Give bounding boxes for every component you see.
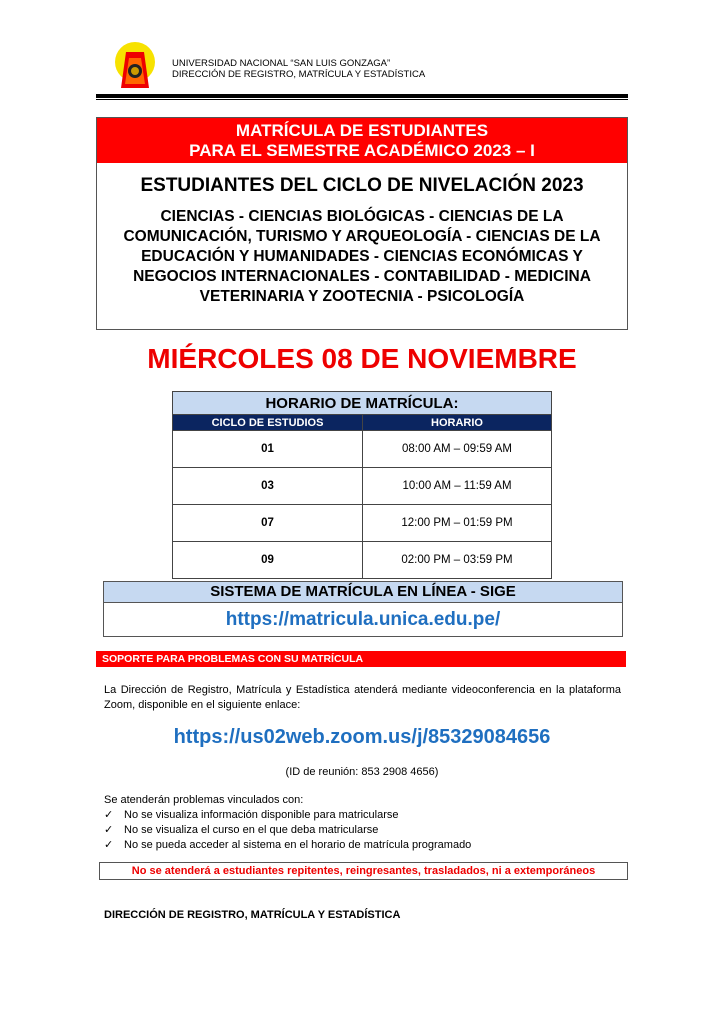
table-row: [173, 431, 552, 468]
header-rule-thin: [96, 99, 628, 100]
zoom-link[interactable]: https://us02web.zoom.us/j/85329084656: [173, 726, 551, 748]
footer-signature: DIRECCIÓN DE REGISTRO, MATRÍCULA Y ESTADÍSTICA: [104, 909, 401, 921]
cycle-cell: 01: [173, 431, 363, 468]
col-header-cycle: CICLO DE ESTUDIOS: [173, 415, 363, 431]
list-item: [104, 838, 471, 853]
department-name: DIRECCIÓN DE REGISTRO, MATRÍCULA Y ESTADÍSTICA: [172, 69, 426, 80]
table-row: [173, 505, 552, 542]
time-cell: 10:00 AM – 11:59 AM: [363, 468, 552, 505]
sige-box: [103, 581, 623, 637]
title-box: [96, 117, 628, 330]
meeting-id: (ID de reunión: 853 2908 4656): [285, 766, 439, 778]
university-name: UNIVERSIDAD NACIONAL “SAN LUIS GONZAGA”: [172, 58, 391, 69]
col-header-time: HORARIO: [363, 415, 552, 431]
subtitle: ESTUDIANTES DEL CICLO DE NIVELACIÓN 2023: [140, 175, 584, 196]
programs-list: CIENCIAS - CIENCIAS BIOLÓGICAS - CIENCIAS DE LA COMUNICACIÓN, TURISMO Y ARQUEOLOGÍA - CIENCIAS DE LA EDUCACIÓN Y HUMANIDADES - CIENCIAS ECONÓMICAS Y NEGOCIOS INTERNACIONALES - CONTABILIDAD - MEDICINA VETERINARIA Y ZOOTECNIA - PSICOLOGÍA: [123, 208, 601, 305]
list-item-text: No se pueda acceder al sistema en el horario de matrícula programado: [124, 839, 472, 851]
schedule-table: [172, 391, 552, 579]
table-row: [173, 468, 552, 505]
check-icon: ✓: [104, 809, 114, 821]
check-icon: ✓: [104, 824, 114, 836]
list-intro: Se atenderán problemas vinculados con:: [104, 794, 304, 806]
cycle-cell: 09: [173, 542, 363, 579]
header-rule: [96, 94, 628, 98]
table-row: [173, 542, 552, 579]
check-icon: ✓: [104, 839, 114, 851]
cycle-cell: 07: [173, 505, 363, 542]
support-heading: SOPORTE PARA PROBLEMAS CON SU MATRÍCULA: [96, 651, 626, 667]
schedule-title: HORARIO DE MATRÍCULA:: [173, 392, 552, 415]
title-banner: [97, 118, 627, 163]
banner-line1: MATRÍCULA DE ESTUDIANTES: [235, 121, 489, 140]
time-cell: 12:00 PM – 01:59 PM: [363, 505, 552, 542]
list-item-text: No se visualiza información disponible para matricularse: [124, 809, 399, 821]
institution-header: [172, 58, 425, 80]
list-item: [104, 808, 471, 823]
university-logo: [113, 42, 157, 90]
banner-line2: PARA EL SEMESTRE ACADÉMICO 2023 – I: [189, 141, 535, 160]
issues-list: [104, 793, 471, 853]
list-item: [104, 823, 471, 838]
warning-notice: No se atenderá a estudiantes repitentes, reingresantes, trasladados, ni a extemporáneos: [99, 862, 628, 880]
time-cell: 02:00 PM – 03:59 PM: [363, 542, 552, 579]
enrollment-date: MIÉRCOLES 08 DE NOVIEMBRE: [147, 343, 577, 374]
sige-title: SISTEMA DE MATRÍCULA EN LÍNEA - SIGE: [104, 582, 622, 603]
support-text: La Dirección de Registro, Matrícula y Estadística atenderá mediante videoconferencia en la plataforma Zoom, disponible en el siguiente enlace:: [104, 684, 621, 711]
list-item-text: No se visualiza el curso en el que deba matricularse: [124, 824, 379, 836]
cycle-cell: 03: [173, 468, 363, 505]
time-cell: 08:00 AM – 09:59 AM: [363, 431, 552, 468]
sige-link[interactable]: https://matricula.unica.edu.pe/: [225, 609, 501, 630]
